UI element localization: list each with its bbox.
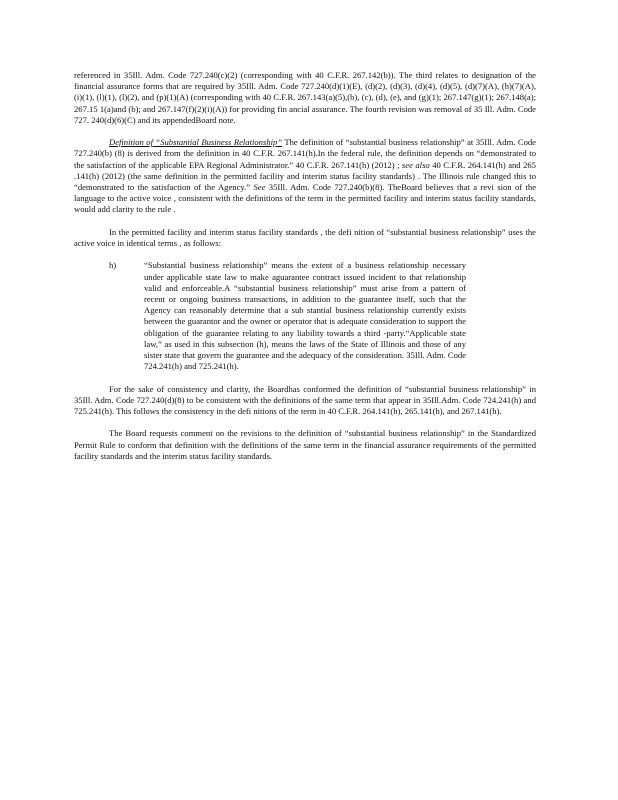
paragraph-2-part-b: 40 C.F.R. 264.141(h) and 265 .141(h) (2012) (the same definition in the permitted facility and interim status facility standards) . The Illinois rule changed this to “demonstrated to the satisfaction of the Agency.” [74, 159, 536, 193]
paragraph-3: In the permitted facility and interim status facility standards , the defi nition of “substantial business relationship” uses the active voice in identical terms , as follows: [74, 226, 536, 249]
paragraph-4: For the sake of consistency and clarity, the Boardhas conformed the definition of “substantial business relationship” in 35Ill. Adm. Code 727.240(d)(8) to be consistent with the definitions of the same term that appear in 35Ill.Adm. Code 724.241(h) and 725.241(h). This follows the consistency in the defi nitions of the term in 40 C.F.R. 264.141(h), 265.141(h), and 267.141(h). [74, 383, 536, 417]
paragraph-2 [74, 137, 536, 215]
paragraph-2-part-c: 35Ill. Adm. Code 727.240(b)(8). TheBoard believes that a revi sion of the language to the active voice , consistent with the definitions of the term in the permitted facility and interim status facility standards, would add clarity to the rule . [74, 182, 537, 215]
section-heading: Definition of “Substantial Business Relationship” [109, 137, 283, 148]
document-page [74, 70, 536, 462]
paragraph-1: referenced in 35Ill. Adm. Code 727.240(c)(2) (corresponding with 40 C.F.R. 267.142(b)). The third relates to designation of the financial assurance forms that are required by 35Ill. Adm. Code 727.240(d)(1)(E), (d)(2), (d)(3), (d)(4), (d)(5), (d)(7)(A), (h)(7)(A), (i)(1), (l)(1), (l)(2), and (p)(1)(A) (corresponding with 40 C.F.R. 267.143(a)(5),(b), (c), (d), (e), and (g)(1); 267.147(g)(1); 267.148(a); 267.15 1(a)and (b); and 267.147(f)(2)(i)(A)) for providing fin ancial assurance. The fourth revision was removal of 35 Ill. Adm. Code 727. 240(d)(6)(C) and its appendedBoard note. [74, 70, 536, 125]
paragraph-5: The Board requests comment on the revisions to the definition of “substantial business relationship” in the Standardized Permit Rule to conform that definition with the definitions of the same term in the financial assurance requirements of the permitted facility standards and the interim status facility standards. [74, 428, 536, 461]
subsection-label: h) [109, 260, 117, 271]
subsection-text: “Substantial business relationship” means the extent of a business relationship necessary under applicable state law to make aguarantee contract issued incident to that relationship valid and enforceable.A “substantial business relationship” must arise from a pattern of recent or ongoing business transactions, in addition to the guarantee itself, such that the Agency can reasonably determine that a sub stantial business relationship currently exists between the guarantor and the owner or operator that is adequate consideration to support the obligation of the guarantee relating to any liability towards a third -party.“Applicable state law,” as used in this subsection (h), means the laws of the State of Illinois and those of any sister state that govern the guarantee and the adequacy of the consideration. 35Ill. Adm. Code 724.241(h) and 725.241(h). [144, 260, 466, 372]
see-signal: See [250, 182, 266, 193]
quoted-definition [74, 260, 536, 372]
paragraph-2-part-a: The definition of “substantial business relationship” at 35Ill. Adm. Code 727.240(b) (8) is derived from the definition in 40 C.F.R. 267.141(h).In the federal rule, the definition depends on “demonstrated to the satisfaction of the applicable EPA Regional Administrator.” 40 C.F.R. 267.141(h) (2012) ; [74, 137, 536, 170]
see-also-signal: see also [399, 159, 430, 170]
